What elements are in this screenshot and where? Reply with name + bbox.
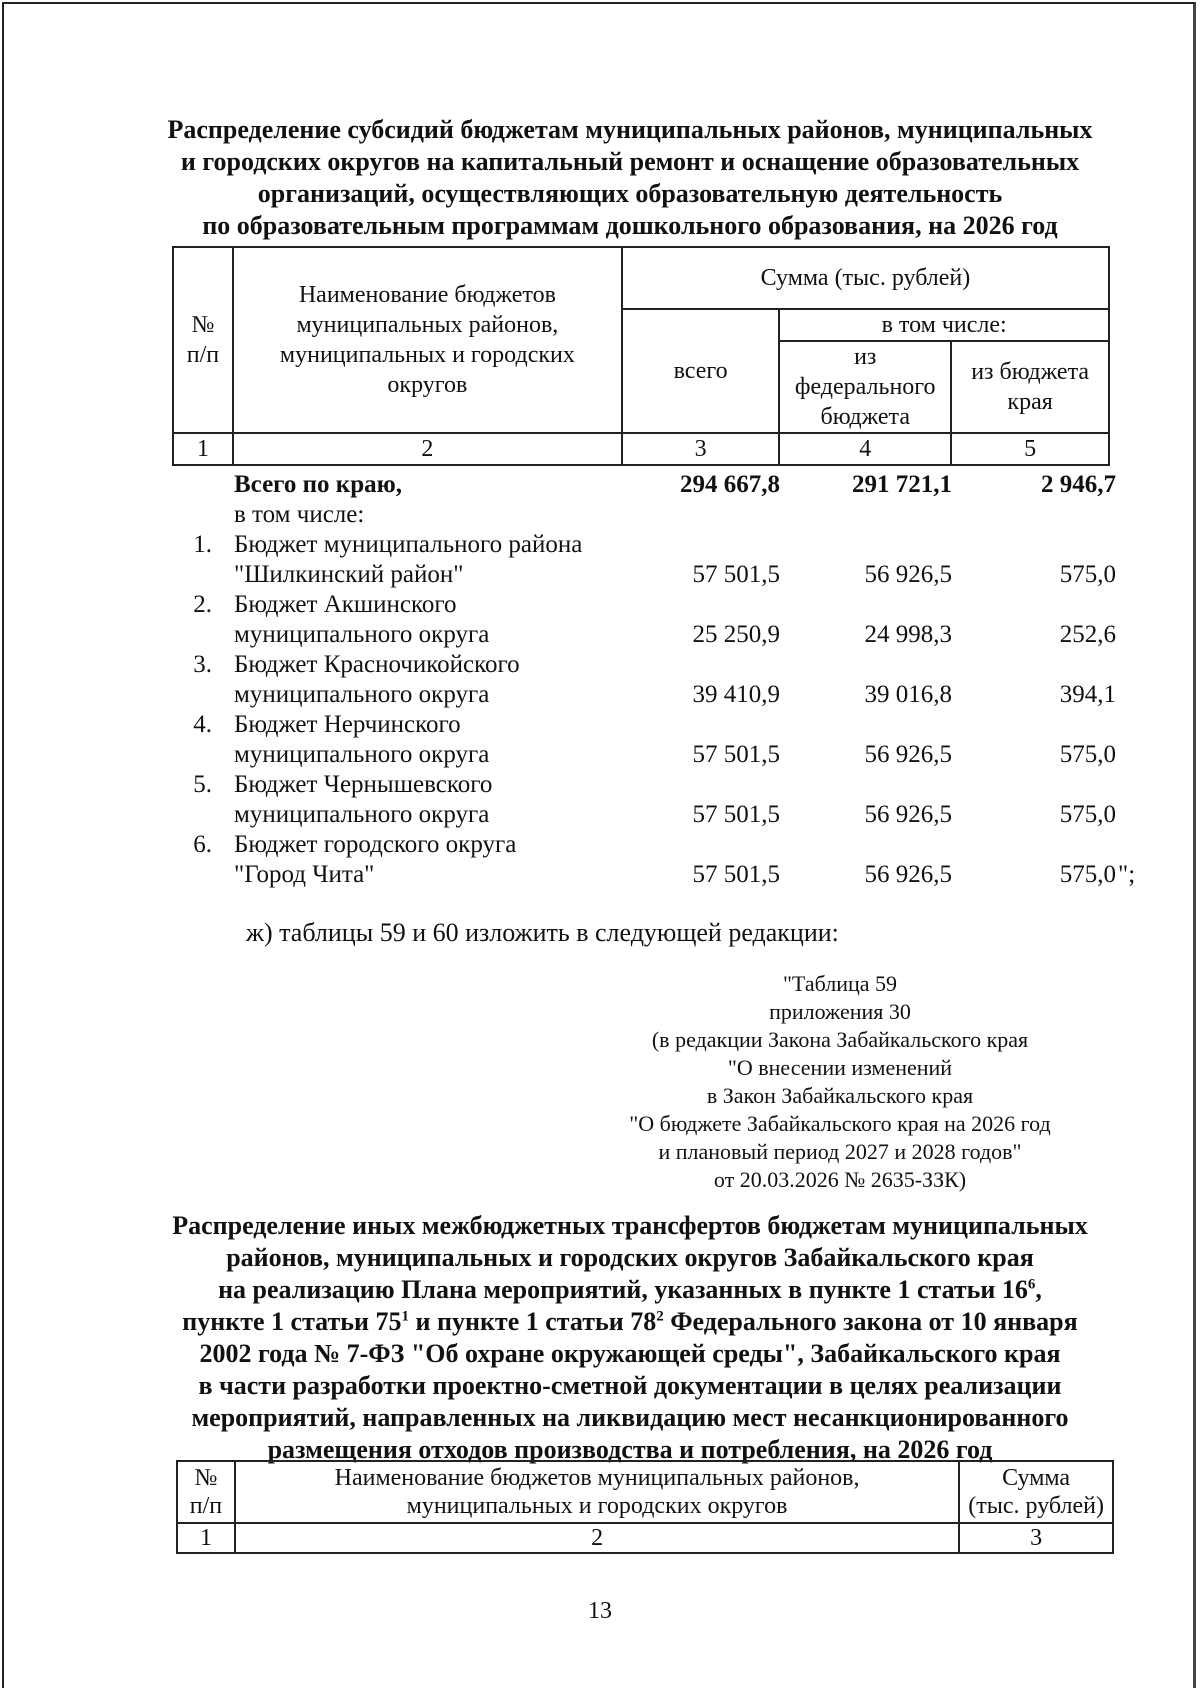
- table2-title: [140, 1210, 1120, 1466]
- row-total: 57 501,5: [692, 801, 780, 828]
- table1-title-line: Распределение субсидий бюджетам муниципальных районов, муниципальных: [167, 115, 1093, 144]
- row-federal: 56 926,5: [864, 741, 952, 768]
- note-line: "Таблица 59: [782, 971, 898, 996]
- table-row: [172, 740, 1124, 770]
- row-name: "Шилкинский район": [234, 561, 464, 588]
- col-number: 2: [233, 433, 622, 465]
- table-row: [172, 830, 1124, 860]
- row-name: Бюджет муниципального района: [234, 531, 583, 558]
- header-including: в том числе:: [779, 309, 1109, 341]
- row-regional: 575,0: [1059, 741, 1116, 768]
- header-federal: из федерального бюджета: [779, 341, 951, 433]
- col-number: 3: [622, 433, 779, 465]
- row-name: Бюджет Красночикойского: [234, 651, 520, 678]
- row-federal: 56 926,5: [864, 801, 952, 828]
- row-num: 3.: [193, 651, 212, 678]
- col-number: 2: [235, 1523, 959, 1553]
- row-name: Бюджет Нерчинского: [234, 711, 461, 738]
- row-name: Бюджет Чернышевского: [234, 771, 493, 798]
- row-name: "Город Чита": [234, 861, 375, 888]
- note-line: от 20.03.2026 № 2635-ЗЗК): [713, 1167, 967, 1192]
- table2-title-line: 2002 года № 7-ФЗ "Об охране окружающей среды", Забайкальского края: [199, 1339, 1061, 1368]
- note-line: и плановый период 2027 и 2028 годов": [658, 1139, 1022, 1164]
- table2-title-line: размещения отходов производства и потребления, на 2026 год: [267, 1435, 993, 1464]
- t2-header-num: № п/п: [177, 1461, 235, 1523]
- row-total: 39 410,9: [692, 681, 780, 708]
- total-regional: 2 946,7: [1041, 471, 1116, 498]
- t2-header-sum: Сумма (тыс. рублей): [959, 1461, 1113, 1523]
- table-row: [172, 860, 1136, 890]
- col-number: 5: [951, 433, 1109, 465]
- note-line: приложения 30: [769, 999, 911, 1024]
- table-row: [172, 650, 1124, 680]
- row-num: 1.: [193, 531, 212, 558]
- table2-title-line: в части разработки проектно-сметной документации в целях реализации: [198, 1371, 1062, 1400]
- table-row: [172, 560, 1124, 590]
- row-name: Бюджет городского округа: [234, 831, 517, 858]
- table-row: [172, 710, 1124, 740]
- table-row: [172, 800, 1124, 830]
- total-sum: 294 667,8: [680, 471, 780, 498]
- table1-title-line: организаций, осуществляющих образовательную деятельность: [257, 179, 1003, 208]
- row-name: муниципального округа: [234, 621, 490, 648]
- row-regional: 394,1: [1059, 681, 1116, 708]
- including-row: [172, 500, 1124, 530]
- table1-header: [172, 246, 1110, 466]
- page-number: 13: [588, 1598, 612, 1624]
- table2-title-line: пункте 1 статьи $75^1$ и пункте 1 статьи $78^2$ Федерального закона от 10 января: [182, 1307, 1078, 1336]
- table2-title-line: мероприятий, направленных на ликвидацию мест несанкционированного: [191, 1403, 1069, 1432]
- table-row: [172, 530, 1124, 560]
- row-name: Бюджет Акшинского: [234, 591, 457, 618]
- row-regional: 575,0: [1059, 561, 1116, 588]
- col-number: 1: [173, 433, 233, 465]
- row-total: 57 501,5: [692, 741, 780, 768]
- header-sum: Сумма (тыс. рублей): [622, 247, 1109, 309]
- row-num: 5.: [193, 771, 212, 798]
- table2-header: [176, 1460, 1114, 1554]
- note-line: "О бюджете Забайкальского края на 2026 год: [629, 1111, 1051, 1136]
- row-federal: 56 926,5: [864, 561, 952, 588]
- row-regional: 575,0: [1059, 801, 1116, 828]
- row-num: 6.: [193, 831, 212, 858]
- row-federal: 39 016,8: [864, 681, 952, 708]
- row-name: муниципального округа: [234, 801, 490, 828]
- row-total: 57 501,5: [692, 561, 780, 588]
- note-line: в Закон Забайкальского края: [706, 1083, 974, 1108]
- table2-title-line: Распределение иных межбюджетных трансфертов бюджетам муниципальных: [172, 1211, 1088, 1240]
- total-label: Всего по краю,: [234, 471, 402, 498]
- note-line: "О внесении изменений: [727, 1055, 953, 1080]
- note-line: (в редакции Закона Забайкальского края: [651, 1027, 1029, 1052]
- header-total: всего: [622, 309, 779, 433]
- row-name: муниципального округа: [234, 681, 490, 708]
- table59-note: [560, 970, 1120, 1194]
- table-row: [172, 620, 1124, 650]
- header-num: № п/п: [173, 247, 233, 433]
- including-label: в том числе:: [234, 501, 365, 528]
- table-row: [172, 590, 1124, 620]
- row-federal: 24 998,3: [864, 621, 952, 648]
- row-num: 2.: [193, 591, 212, 618]
- total-row: [172, 470, 1124, 500]
- row-num: 4.: [193, 711, 212, 738]
- table1-title-line: по образовательным программам дошкольного образования, на 2026 год: [202, 211, 1058, 240]
- row-regional: 252,6: [1059, 621, 1116, 648]
- table1-title: [150, 114, 1110, 242]
- amendment-paragraph: ж) таблицы 59 и 60 изложить в следующей редакции:: [246, 918, 839, 947]
- table-row: [172, 680, 1124, 710]
- header-regional: из бюджета края: [951, 341, 1109, 433]
- col-number: 1: [177, 1523, 235, 1553]
- row-name: муниципального округа: [234, 741, 490, 768]
- col-number: 3: [959, 1523, 1113, 1553]
- header-name: Наименование бюджетов муниципальных районов, муниципальных и городских округов: [233, 247, 622, 433]
- row-total: 57 501,5: [692, 861, 780, 888]
- row-federal: 56 926,5: [864, 861, 952, 888]
- row-regional: 575,0: [1059, 861, 1116, 888]
- col-number: 4: [779, 433, 951, 465]
- table2-title-line: на реализацию Плана мероприятий, указанных в пункте 1 статьи $16^6$,: [218, 1275, 1042, 1304]
- table-row: [172, 770, 1124, 800]
- closing-quote: ";: [1118, 861, 1136, 888]
- total-federal: 291 721,1: [852, 471, 952, 498]
- table1-title-line: и городских округов на капитальный ремонт и оснащение образовательных: [180, 147, 1080, 176]
- table2-title-line: районов, муниципальных и городских округов Забайкальского края: [226, 1243, 1034, 1272]
- t2-header-name: Наименование бюджетов муниципальных районов, муниципальных и городских округов: [235, 1461, 959, 1523]
- row-total: 25 250,9: [692, 621, 780, 648]
